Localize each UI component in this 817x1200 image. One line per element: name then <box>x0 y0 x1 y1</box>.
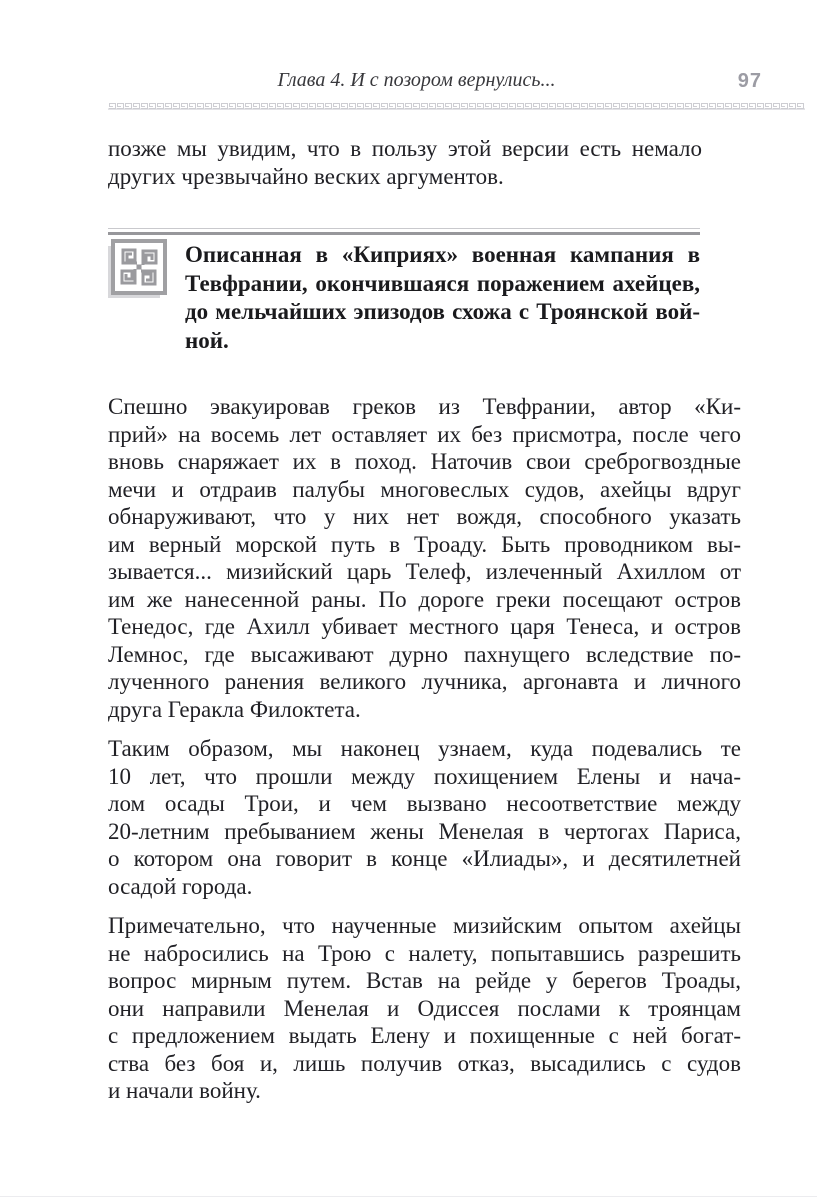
text-line: и начали войну. <box>108 1078 261 1103</box>
callout-body <box>108 241 741 359</box>
text-line: с предложением выдать Елену и похищенные с ней богат- <box>108 1023 741 1048</box>
text-line: 20-летним пребыванием жены Менелая в чертогах Париса, <box>108 818 741 844</box>
greek-meander-icon <box>111 239 167 295</box>
text-line: ства без боя и, лишь получив отказ, высадились с судов <box>108 1050 741 1076</box>
body-paragraph <box>108 393 741 723</box>
text-line: зывается... мизийский царь Телеф, излеченный Ахиллом от <box>108 559 741 584</box>
body-paragraph <box>108 735 741 900</box>
greek-key-band-icon <box>108 100 805 110</box>
text-line: вопрос мирным путем. Встав на рейде у берегов Троады, <box>108 968 741 993</box>
text-line: не набросились на Трою с налету, попытавшись разрешить <box>108 940 741 966</box>
text-line: Тевфрании, окончившаяся поражением ахейцев, <box>185 270 700 296</box>
text-line: им верный морской путь в Троаду. Быть проводником вы- <box>108 531 741 557</box>
text-line: других чрезвычайно веских аргументов. <box>108 163 504 189</box>
callout-paragraph <box>185 241 700 355</box>
callout-block <box>108 228 741 359</box>
text-line: Лемнос, где высаживают дурно пахнущего вследствие по- <box>108 641 741 667</box>
body-paragraph <box>108 912 741 1105</box>
text-column <box>108 135 741 1105</box>
text-line: вновь снаряжает их в поход. Наточив свои среброгвоздные <box>108 449 741 474</box>
text-line: до мельчайших эпизодов схожа с Троянской вой- <box>185 299 700 324</box>
text-line: обнаруживают, что у них нет вождя, способного указать <box>108 504 741 529</box>
text-line: Спешно эвакуировав греков из Тевфрании, автор «Ки- <box>108 394 741 419</box>
text-line: Примечательно, что наученные мизийским опытом ахейцы <box>108 913 741 938</box>
text-line: о котором она говорит в конце «Илиады», и десятилетней <box>108 846 741 871</box>
text-line: им же нанесенной раны. По дороге греки посещают остров <box>108 586 741 612</box>
text-line: позже мы увидим, что в пользу этой версии есть немало <box>108 136 702 161</box>
text-line: лученного ранения великого лучника, аргонавта и личного <box>108 669 741 694</box>
text-line: они направили Менелая и Одиссея послами к троянцам <box>108 995 741 1021</box>
text-line: 10 лет, что прошли между похищением Елены и нача- <box>108 763 741 789</box>
text-line: ной. <box>185 327 229 353</box>
text-line: Описанная в «Киприях» военная кампания в <box>185 242 700 267</box>
callout-top-rule <box>108 228 700 235</box>
text-line: мечи и отдраив палубы многовеслых судов, ахейцы вдруг <box>108 476 741 502</box>
text-line: друга Геракла Филоктета. <box>108 696 361 722</box>
intro-paragraph <box>108 135 702 190</box>
text-line: прий» на восемь лет оставляет их без присмотра, после чего <box>108 421 741 447</box>
text-line: осадой города. <box>108 873 253 899</box>
page-number: 97 <box>737 70 762 92</box>
text-line: Тенедос, где Ахилл убивает местного царя Тенеса, и остров <box>108 614 741 639</box>
running-head-chapter-title: Глава 4. И с позором вернулись... <box>277 69 556 91</box>
text-line: лом осады Трои, и чем вызвано несоответствие между <box>108 791 741 816</box>
text-line: Таким образом, мы наконец узнаем, куда подевались те <box>108 736 741 761</box>
